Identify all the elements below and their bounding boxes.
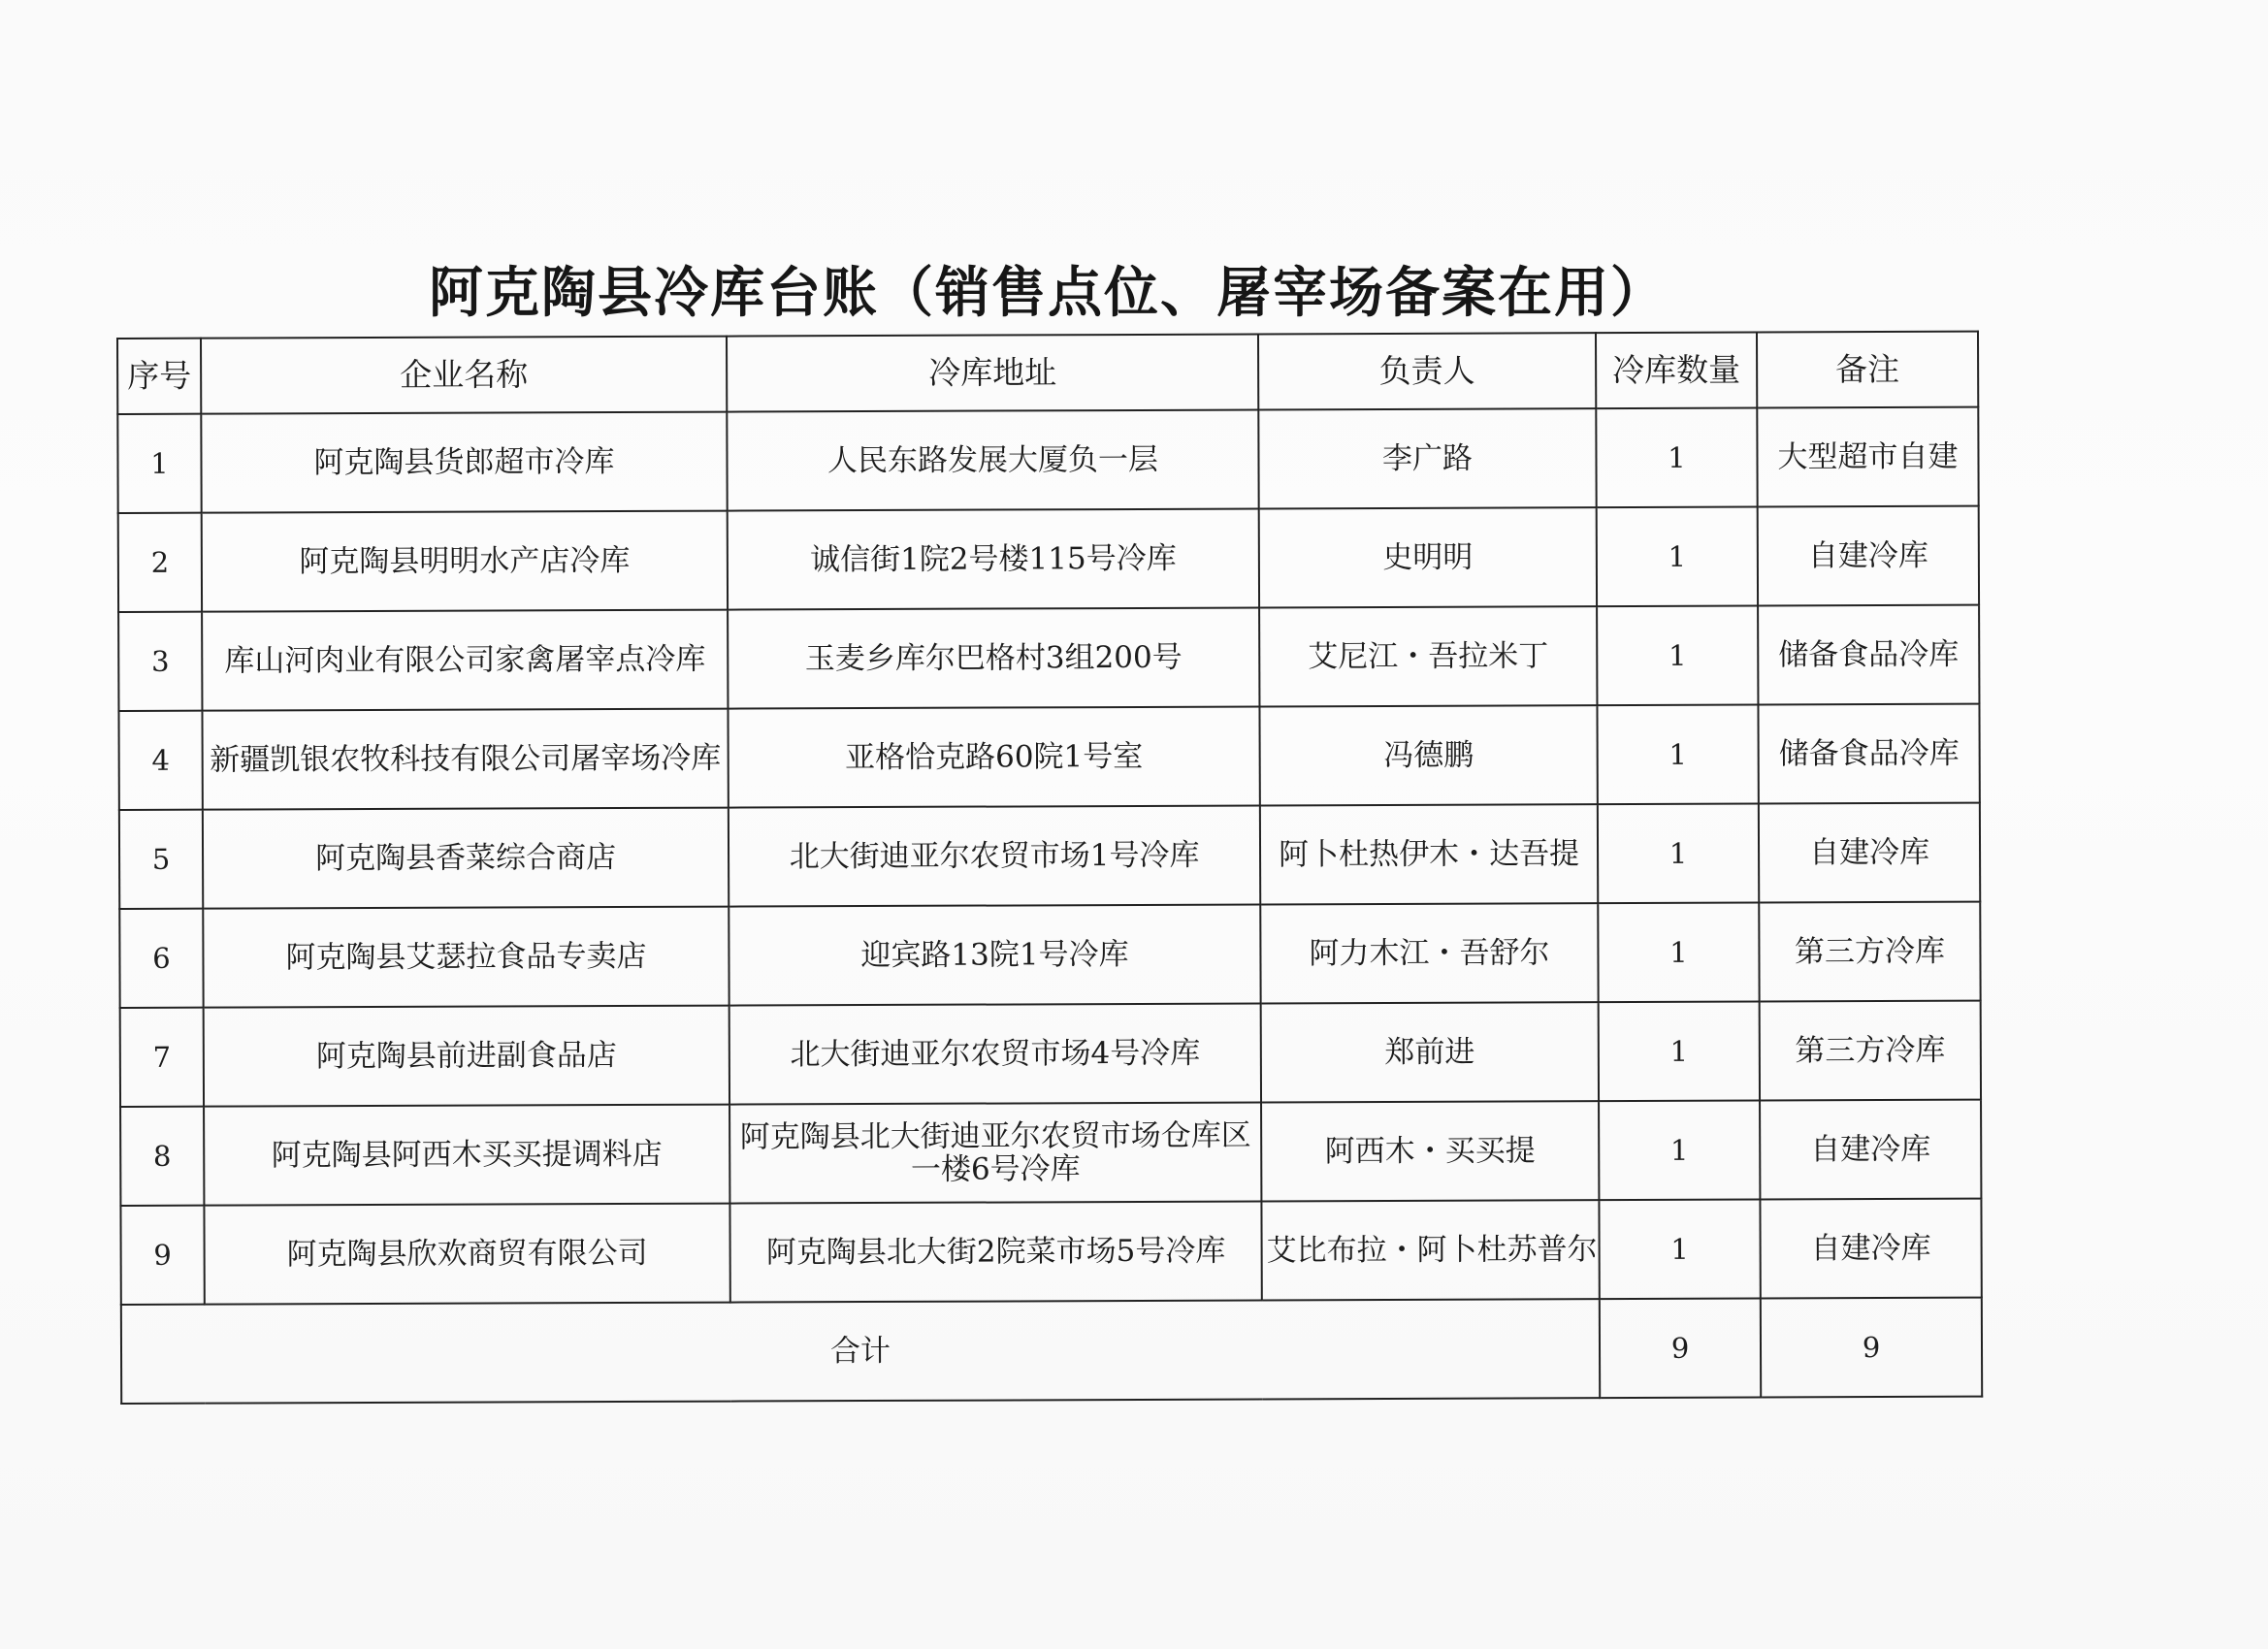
cell-remarks: 自建冷库 bbox=[1760, 1100, 1981, 1200]
cell-company-name: 阿克陶县货郎超市冷库 bbox=[201, 412, 727, 513]
cell-remarks: 自建冷库 bbox=[1760, 1199, 1981, 1299]
cell-person-in-charge: 史明明 bbox=[1259, 507, 1597, 607]
total-label: 合计 bbox=[121, 1299, 1600, 1404]
header-remarks: 备注 bbox=[1757, 332, 1978, 408]
cell-storage-count: 1 bbox=[1597, 606, 1758, 706]
total-remarks: 9 bbox=[1761, 1298, 1982, 1398]
cell-person-in-charge: 阿力木江・吾舒尔 bbox=[1260, 903, 1598, 1003]
header-person-in-charge: 负责人 bbox=[1258, 333, 1596, 409]
cell-index: 9 bbox=[120, 1206, 204, 1305]
table-header-row bbox=[117, 332, 1978, 414]
cell-company-name: 阿克陶县欣欢商贸有限公司 bbox=[204, 1204, 729, 1305]
cell-storage-address: 迎宾路13院1号冷库 bbox=[729, 904, 1260, 1005]
cell-person-in-charge: 艾尼江・吾拉米丁 bbox=[1259, 606, 1597, 706]
table-row bbox=[117, 407, 1978, 513]
cell-person-in-charge: 阿西木・买买提 bbox=[1261, 1101, 1599, 1201]
cell-company-name: 库山河肉业有限公司家禽屠宰点冷库 bbox=[202, 610, 728, 711]
cell-remarks: 第三方冷库 bbox=[1759, 902, 1980, 1002]
cell-index: 6 bbox=[119, 909, 203, 1008]
cell-remarks: 第三方冷库 bbox=[1760, 1001, 1981, 1101]
header-storage-address: 冷库地址 bbox=[727, 334, 1258, 411]
cell-storage-address: 阿克陶县北大街2院菜市场5号冷库 bbox=[729, 1201, 1261, 1302]
total-storage-count: 9 bbox=[1600, 1298, 1761, 1398]
cell-company-name: 阿克陶县明明水产店冷库 bbox=[202, 511, 728, 612]
cell-company-name: 阿克陶县前进副食品店 bbox=[204, 1006, 729, 1107]
header-company-name: 企业名称 bbox=[201, 337, 727, 414]
cell-person-in-charge: 阿卜杜热伊木・达吾提 bbox=[1260, 804, 1598, 904]
cell-storage-count: 1 bbox=[1598, 804, 1759, 904]
table-row bbox=[118, 605, 1979, 711]
cell-storage-address: 阿克陶县北大街迪亚尔农贸市场仓库区一楼6号冷库 bbox=[729, 1102, 1261, 1203]
cell-person-in-charge: 冯德鹏 bbox=[1259, 705, 1597, 805]
cell-storage-address: 北大街迪亚尔农贸市场4号冷库 bbox=[729, 1003, 1261, 1104]
table-total-row bbox=[121, 1298, 1982, 1404]
cell-index: 4 bbox=[118, 711, 202, 810]
cell-remarks: 自建冷库 bbox=[1758, 506, 1979, 606]
cell-storage-count: 1 bbox=[1599, 1101, 1760, 1201]
cell-company-name: 阿克陶县香菜综合商店 bbox=[203, 808, 729, 909]
cell-index: 8 bbox=[120, 1107, 204, 1206]
cell-company-name: 阿克陶县艾瑟拉食品专卖店 bbox=[203, 907, 729, 1008]
table-row bbox=[120, 1001, 1981, 1107]
cell-remarks: 自建冷库 bbox=[1759, 803, 1980, 903]
cell-index: 1 bbox=[117, 414, 201, 513]
cell-storage-count: 1 bbox=[1596, 408, 1757, 508]
cell-storage-count: 1 bbox=[1599, 1200, 1760, 1300]
cell-person-in-charge: 郑前进 bbox=[1261, 1002, 1599, 1102]
cell-storage-address: 诚信街1院2号楼115号冷库 bbox=[728, 508, 1259, 609]
cell-storage-address: 北大街迪亚尔农贸市场1号冷库 bbox=[729, 805, 1260, 906]
table-row bbox=[119, 902, 1980, 1008]
cell-remarks: 大型超市自建 bbox=[1757, 407, 1978, 507]
cell-index: 7 bbox=[120, 1008, 204, 1107]
cell-index: 2 bbox=[118, 513, 202, 612]
cell-storage-count: 1 bbox=[1597, 507, 1758, 607]
header-storage-count: 冷库数量 bbox=[1596, 333, 1757, 409]
header-index: 序号 bbox=[117, 339, 201, 414]
table-row bbox=[120, 1100, 1981, 1206]
cell-storage-count: 1 bbox=[1599, 1002, 1760, 1102]
cell-storage-address: 玉麦乡库尔巴格村3组200号 bbox=[728, 607, 1259, 708]
cell-storage-count: 1 bbox=[1597, 705, 1758, 805]
table-row bbox=[118, 506, 1979, 612]
cold-storage-ledger-table bbox=[116, 331, 1983, 1405]
cell-remarks: 储备食品冷库 bbox=[1758, 605, 1979, 705]
table-row bbox=[120, 1199, 1981, 1305]
cell-remarks: 储备食品冷库 bbox=[1758, 704, 1979, 804]
document-title: 阿克陶县冷库台账（销售点位、屠宰场备案在用） bbox=[429, 262, 1667, 325]
cell-person-in-charge: 李广路 bbox=[1258, 408, 1596, 508]
cell-company-name: 阿克陶县阿西木买买提调料店 bbox=[204, 1105, 729, 1206]
cell-person-in-charge: 艾比布拉・阿卜杜苏普尔 bbox=[1261, 1200, 1599, 1300]
table-row bbox=[118, 704, 1979, 810]
cell-index: 3 bbox=[118, 612, 202, 711]
cell-storage-address: 亚格恰克路60院1号室 bbox=[728, 706, 1259, 807]
cell-storage-address: 人民东路发展大厦负一层 bbox=[727, 409, 1258, 510]
cell-index: 5 bbox=[119, 810, 203, 909]
cell-storage-count: 1 bbox=[1598, 903, 1759, 1003]
table-row bbox=[119, 803, 1980, 909]
cell-company-name: 新疆凯银农牧科技有限公司屠宰场冷库 bbox=[202, 709, 728, 810]
